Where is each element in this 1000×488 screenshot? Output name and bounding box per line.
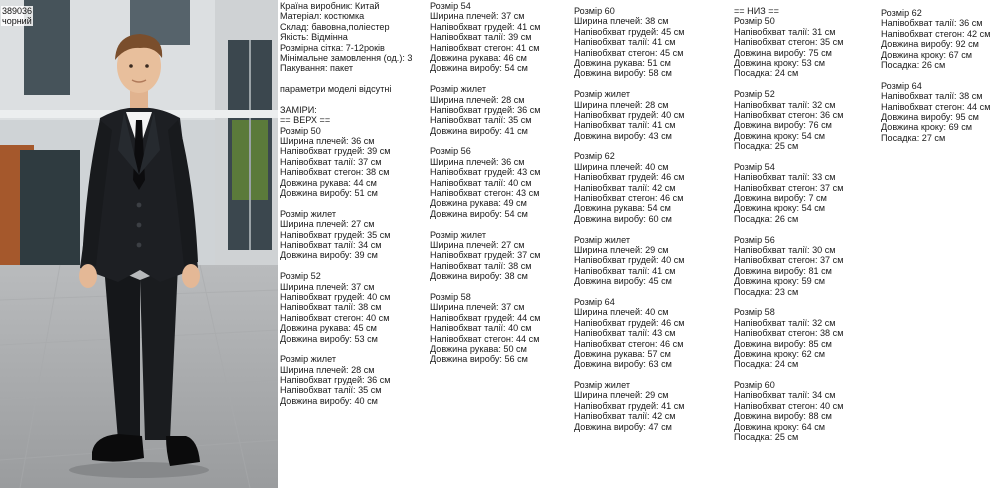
size-block <box>881 81 990 143</box>
measurement-line: Ширина плечей: 38 см <box>574 16 669 27</box>
measurement-line: Напівобхват талії: 41 см <box>574 120 676 131</box>
measurement-line: Довжина виробу: 38 см <box>430 271 528 282</box>
measurement-line: Напівобхват талії: 38 см <box>280 302 382 313</box>
size-heading: Розмір 58 <box>430 291 471 302</box>
measurement-line: Довжина рукава: 50 см <box>430 343 527 354</box>
measurement-line: Напівобхват грудей: 45 см <box>574 26 685 37</box>
measurement-line: Напівобхват талії: 35 см <box>430 115 532 126</box>
size-block <box>430 230 541 282</box>
measurement-line: Посадка: 26 см <box>734 213 799 224</box>
size-heading: Розмір жилет <box>430 84 487 95</box>
measurement-line: Напівобхват стегон: 37 см <box>734 255 844 266</box>
measurement-line: Довжина виробу: 47 см <box>574 421 672 432</box>
measurement-line: Напівобхват грудей: 39 см <box>280 146 391 157</box>
size-block <box>574 380 685 432</box>
measurement-line: Ширина плечей: 40 см <box>574 161 669 172</box>
measurement-line: Довжина виробу: 60 см <box>574 213 672 224</box>
info-line: Склад: бавовна,поліестер <box>280 21 390 32</box>
measurement-line: Напівобхват талії: 33 см <box>734 172 836 183</box>
product-code: 389036 <box>2 6 33 16</box>
measurement-line: Напівобхват стегон: 46 см <box>574 338 684 349</box>
measurement-line: Посадка: 25 см <box>734 141 799 152</box>
size-heading: Розмір жилет <box>574 89 631 100</box>
measurements-heading: ЗАМІРИ: <box>280 104 317 115</box>
measurement-line: Напівобхват талії: 40 см <box>430 323 532 334</box>
size-block <box>574 89 685 141</box>
size-heading: Розмір жилет <box>280 208 337 219</box>
measurement-line: Довжина кроку: 67 см <box>881 49 973 60</box>
spacer <box>280 261 412 271</box>
measurement-line: Посадка: 23 см <box>734 286 799 297</box>
measurement-line: Довжина виробу: 54 см <box>430 63 528 74</box>
size-block <box>574 151 685 224</box>
spacer <box>574 370 685 380</box>
measurement-line: Ширина плечей: 40 см <box>574 307 669 318</box>
measurement-line: Напівобхват талії: 42 см <box>574 182 676 193</box>
measurement-line: Напівобхват стегон: 38 см <box>734 328 844 339</box>
top-sizes-column-2 <box>430 1 541 365</box>
size-heading: Розмір 62 <box>574 151 615 162</box>
measurement-line: Ширина плечей: 36 см <box>280 136 375 147</box>
measurement-line: Довжина кроку: 54 см <box>734 130 826 141</box>
spacer <box>430 136 541 146</box>
spacer <box>734 79 843 89</box>
measurement-line: Напівобхват стегон: 43 см <box>430 188 540 199</box>
measurement-line: Довжина кроку: 62 см <box>734 348 826 359</box>
spacer <box>280 95 412 105</box>
spacer <box>734 370 843 380</box>
size-heading: Розмір 64 <box>881 80 922 91</box>
measurement-line: Ширина плечей: 27 см <box>430 239 525 250</box>
size-block <box>280 271 412 344</box>
size-block <box>734 162 843 224</box>
measurement-line: Ширина плечей: 28 см <box>574 99 669 110</box>
measurement-line: Напівобхват талії: 41 см <box>574 265 676 276</box>
measurement-line: Посадка: 25 см <box>734 432 799 443</box>
size-block <box>574 235 685 287</box>
bottom-sizes-column-2 <box>881 8 990 143</box>
measurement-line: Напівобхват грудей: 43 см <box>430 167 541 178</box>
measurement-line: Напівобхват стегон: 42 см <box>881 28 991 39</box>
measurement-line: Довжина виробу: 43 см <box>574 130 672 141</box>
measurement-line: Напівобхват стегон: 46 см <box>574 193 684 204</box>
info-line: Якість: Відмінна <box>280 32 348 43</box>
measurement-line: Напівобхват талії: 32 см <box>734 99 836 110</box>
size-block <box>881 8 990 70</box>
measurement-line: Напівобхват грудей: 37 см <box>430 250 541 261</box>
measurement-line: Довжина рукава: 54 см <box>574 203 671 214</box>
measurement-line: Напівобхват талії: 40 см <box>430 177 532 188</box>
measurement-line: Довжина кроку: 64 см <box>734 421 826 432</box>
measurement-line: Довжина кроку: 59 см <box>734 276 826 287</box>
measurement-line: Довжина виробу: 75 см <box>734 47 832 58</box>
measurement-line: Посадка: 24 см <box>734 68 799 79</box>
measurement-line: Напівобхват грудей: 40 см <box>280 291 391 302</box>
measurement-line: Довжина виробу: 88 см <box>734 411 832 422</box>
size-heading: Розмір 50 <box>734 16 775 27</box>
product-photo-illustration <box>0 0 278 488</box>
measurement-line: Напівобхват стегон: 45 см <box>574 47 684 58</box>
measurement-line: Напівобхват стегон: 40 см <box>734 400 844 411</box>
size-heading: Розмір 50 <box>280 125 321 136</box>
size-heading: Розмір 58 <box>734 307 775 318</box>
measurement-line: Напівобхват грудей: 41 см <box>574 400 685 411</box>
measurement-line: Ширина плечей: 28 см <box>430 94 525 105</box>
info-line: Мінімальне замовлення (од.): 3 <box>280 52 413 63</box>
spacer <box>574 141 685 151</box>
product-photo <box>0 0 278 488</box>
measurement-line: Довжина рукава: 51 см <box>574 57 671 68</box>
measurement-line: Напівобхват грудей: 46 см <box>574 317 685 328</box>
measurement-line: Ширина плечей: 36 см <box>430 156 525 167</box>
measurement-line: Посадка: 26 см <box>881 59 946 70</box>
measurement-line: Напівобхват талії: 35 см <box>280 385 382 396</box>
measurement-line: Напівобхват талії: 32 см <box>734 317 836 328</box>
measurement-line: Довжина рукава: 46 см <box>430 52 527 63</box>
measurement-line: Посадка: 24 см <box>734 359 799 370</box>
measurement-line: Напівобхват талії: 34 см <box>734 390 836 401</box>
measurement-line: Напівобхват талії: 37 см <box>280 156 382 167</box>
size-heading: Розмір 56 <box>734 234 775 245</box>
size-block <box>574 297 685 370</box>
measurement-line: Напівобхват стегон: 35 см <box>734 37 844 48</box>
measurement-line: Довжина виробу: 45 см <box>574 276 672 287</box>
measurement-line: Довжина виробу: 85 см <box>734 338 832 349</box>
size-block <box>430 1 541 74</box>
measurement-line: Напівобхват грудей: 35 см <box>280 229 391 240</box>
measurement-line: Довжина виробу: 58 см <box>574 68 672 79</box>
spacer <box>734 297 843 307</box>
measurement-line: Довжина виробу: 39 см <box>280 250 378 261</box>
measurement-line: Довжина кроку: 69 см <box>881 122 973 133</box>
measurement-line: Довжина виробу: 40 см <box>280 395 378 406</box>
size-heading: Розмір 60 <box>734 380 775 391</box>
spacer <box>280 198 412 208</box>
measurement-line: Довжина виробу: 56 см <box>430 354 528 365</box>
measurement-line: Напівобхват талії: 31 см <box>734 26 836 37</box>
measurement-line: Довжина виробу: 81 см <box>734 265 832 276</box>
spacer <box>574 287 685 297</box>
measurement-line: Довжина рукава: 49 см <box>430 198 527 209</box>
measurement-line: Напівобхват стегон: 44 см <box>881 101 991 112</box>
spacer <box>734 151 843 161</box>
spacer <box>430 282 541 292</box>
measurement-line: Ширина плечей: 37 см <box>280 281 375 292</box>
size-block <box>574 6 685 79</box>
measurement-line: Довжина виробу: 63 см <box>574 359 672 370</box>
size-heading: Розмір 64 <box>574 296 615 307</box>
size-heading: Розмір жилет <box>574 380 631 391</box>
measurement-line: Напівобхват стегон: 44 см <box>430 333 540 344</box>
measurement-line: Напівобхват грудей: 40 см <box>574 255 685 266</box>
size-block <box>734 235 843 297</box>
measurement-line: Довжина виробу: 51 см <box>280 188 378 199</box>
spacer <box>574 224 685 234</box>
size-heading: Розмір 52 <box>734 89 775 100</box>
measurement-line: Ширина плечей: 29 см <box>574 244 669 255</box>
measurement-line: Напівобхват талії: 36 см <box>881 18 983 29</box>
measurement-line: Напівобхват талії: 39 см <box>430 32 532 43</box>
info-column <box>280 1 412 406</box>
measurement-line: Напівобхват стегон: 40 см <box>280 312 390 323</box>
spacer <box>574 79 685 89</box>
model-note: параметри моделі відсутні <box>280 84 392 95</box>
size-block <box>430 292 541 365</box>
size-block <box>734 307 843 369</box>
size-heading: Розмір 54 <box>430 1 471 11</box>
spacer <box>881 70 990 80</box>
measurement-line: Ширина плечей: 29 см <box>574 390 669 401</box>
measurement-line: Напівобхват грудей: 40 см <box>574 109 685 120</box>
bottom-sizes-column-1 <box>734 6 843 442</box>
size-heading: Розмір 62 <box>881 8 922 18</box>
size-block <box>734 89 843 151</box>
top-sizes-column-3 <box>574 6 685 432</box>
measurement-line: Напівобхват талії: 30 см <box>734 244 836 255</box>
size-block <box>430 146 541 219</box>
size-block <box>734 380 843 442</box>
size-heading: Розмір 60 <box>574 6 615 16</box>
measurement-line: Довжина виробу: 7 см <box>734 193 827 204</box>
measurement-line: Напівобхват талії: 38 см <box>881 91 983 102</box>
size-block <box>734 16 843 78</box>
measurement-line: Напівобхват стегон: 38 см <box>280 167 390 178</box>
size-block <box>280 354 412 406</box>
measurement-line: Ширина плечей: 27 см <box>280 219 375 230</box>
measurement-line: Напівобхват стегон: 36 см <box>734 109 844 120</box>
spacer <box>280 74 412 84</box>
measurement-line: Довжина виробу: 92 см <box>881 39 979 50</box>
info-line: Матеріал: костюмка <box>280 11 365 22</box>
size-heading: Розмір 54 <box>734 161 775 172</box>
measurement-line: Посадка: 27 см <box>881 132 946 143</box>
size-block <box>430 84 541 136</box>
measurement-line: Напівобхват грудей: 41 см <box>430 21 541 32</box>
measurement-line: Напівобхват талії: 42 см <box>574 411 676 422</box>
size-block <box>280 209 412 261</box>
measurement-line: Напівобхват стегон: 37 см <box>734 182 844 193</box>
measurement-line: Довжина рукава: 45 см <box>280 323 377 334</box>
measurement-line: Напівобхват грудей: 36 см <box>280 375 391 386</box>
measurement-line: Напівобхват талії: 41 см <box>574 37 676 48</box>
product-color: чорний <box>2 16 32 26</box>
measurement-line: Напівобхват талії: 38 см <box>430 260 532 271</box>
spacer <box>280 344 412 354</box>
spacer <box>430 74 541 84</box>
size-heading: Розмір 56 <box>430 146 471 157</box>
measurement-line: Довжина кроку: 53 см <box>734 57 826 68</box>
spacer <box>734 224 843 234</box>
measurement-line: Напівобхват грудей: 46 см <box>574 172 685 183</box>
top-section-heading: == ВЕРХ == <box>280 115 331 126</box>
spacer <box>430 219 541 229</box>
size-heading: Розмір жилет <box>574 234 631 245</box>
measurement-line: Довжина виробу: 53 см <box>280 333 378 344</box>
measurement-line: Напівобхват грудей: 36 см <box>430 104 541 115</box>
measurement-line: Напівобхват стегон: 41 см <box>430 42 540 53</box>
measurement-line: Довжина рукава: 57 см <box>574 348 671 359</box>
measurement-line: Довжина виробу: 95 см <box>881 111 979 122</box>
measurement-line: Довжина виробу: 76 см <box>734 120 832 131</box>
measurement-line: Напівобхват грудей: 44 см <box>430 312 541 323</box>
measurement-line: Довжина виробу: 41 см <box>430 125 528 136</box>
measurement-line: Довжина рукава: 44 см <box>280 177 377 188</box>
measurement-line: Ширина плечей: 37 см <box>430 302 525 313</box>
info-line: Країна виробник: Китай <box>280 1 380 11</box>
bottom-section-heading: == НИЗ == <box>734 6 779 16</box>
measurement-line: Ширина плечей: 37 см <box>430 11 525 22</box>
size-heading: Розмір жилет <box>280 354 337 365</box>
measurement-line: Напівобхват талії: 43 см <box>574 328 676 339</box>
measurement-line: Ширина плечей: 28 см <box>280 364 375 375</box>
size-heading: Розмір жилет <box>430 229 487 240</box>
size-heading: Розмір 52 <box>280 271 321 282</box>
size-block <box>280 126 412 199</box>
info-line: Пакування: пакет <box>280 63 354 74</box>
measurement-line: Довжина виробу: 54 см <box>430 208 528 219</box>
info-line: Розмірна сітка: 7-12років <box>280 42 385 53</box>
measurement-line: Довжина кроку: 54 см <box>734 203 826 214</box>
measurement-line: Напівобхват талії: 34 см <box>280 239 382 250</box>
